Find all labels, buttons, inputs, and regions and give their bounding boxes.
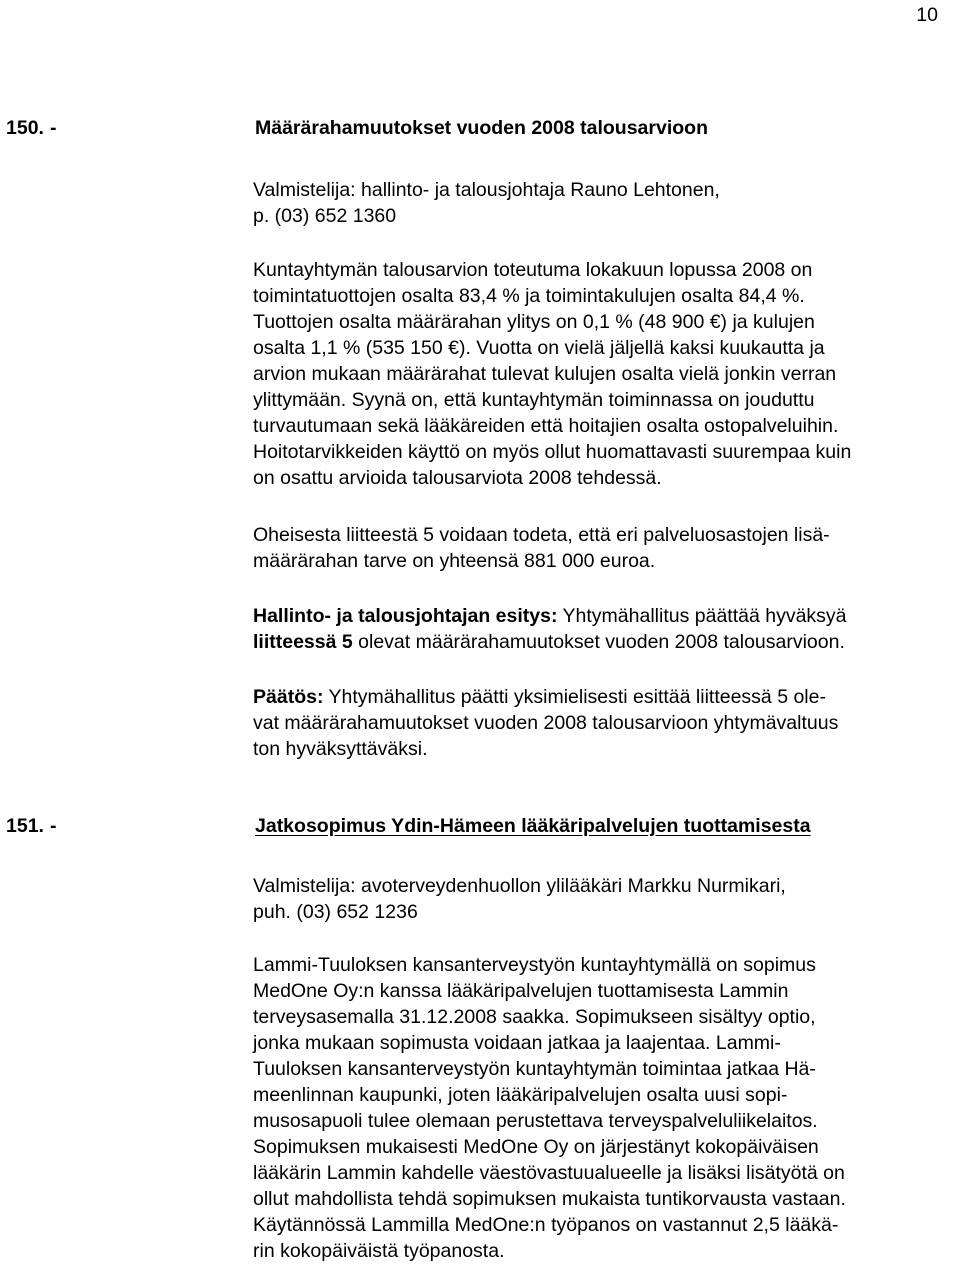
body-line: Kuntayhtymän talousarvion toteutuma lokakuun lopussa 2008 on — [253, 259, 813, 281]
preparer-line: Valmistelija: avoterveydenhuollon ylilääkäri Markku Nurmikari, — [253, 875, 786, 897]
body-line: Sopimuksen mukaisesti MedOne Oy on järjestänyt kokopäiväisen — [253, 1136, 819, 1158]
body-line: MedOne Oy:n kanssa lääkäripalvelujen tuottamisesta Lammin — [253, 980, 789, 1002]
item-number: 150. — [6, 117, 44, 139]
body-line: ollut mahdollista tehdä sopimuksen mukaista tuntikorvausta vastaan. — [253, 1188, 846, 1210]
body-line: Tuottojen osalta määrärahan ylitys on 0,1 % (48 900 €) ja kulujen — [253, 311, 815, 333]
decision-label: Päätös: — [253, 686, 324, 708]
body-line: on osattu arvioida talousarviota 2008 tehdessä. — [253, 467, 662, 489]
decision-line: ton hyväksyttäväksi. — [253, 738, 428, 760]
body-line: jonka mukaan sopimusta voidaan jatkaa ja laajentaa. Lammi- — [253, 1032, 781, 1054]
item-title: Määrärahamuutokset vuoden 2008 talousarvioon — [255, 117, 708, 139]
proposal-text: olevat määrärahamuutokset vuoden 2008 talousarvioon. — [352, 631, 845, 653]
body-line: musosapuoli tulee olemaan perustettava terveyspalveluliikelaitos. — [253, 1110, 818, 1132]
proposal-attachment-ref: liitteessä 5 — [253, 631, 353, 653]
body-line: lääkärin Lammin kahdelle väestövastuualueelle ja lisäksi lisätyötä on — [253, 1162, 845, 1184]
body-line: Tuuloksen kansanterveystyön kuntayhtymän toimintaa jatkaa Hä- — [253, 1058, 816, 1080]
decision-text: Yhtymähallitus päätti yksimielisesti esittää liitteessä 5 ole- — [323, 686, 826, 708]
item-number: 151. — [6, 815, 44, 837]
proposal-line — [253, 629, 845, 655]
bullet-dash: - — [50, 815, 57, 837]
attachment-line: Oheisesta liitteestä 5 voidaan todeta, että eri palveluosastojen lisä- — [253, 524, 830, 546]
body-line: ylittymään. Syynä on, että kuntayhtymän toiminnassa on jouduttu — [253, 389, 815, 411]
proposal-label: Hallinto- ja talousjohtajan esitys: — [253, 605, 558, 627]
decision-line: vat määrärahamuutokset vuoden 2008 talousarvioon yhtymävaltuus — [253, 712, 839, 734]
body-line: toimintatuottojen osalta 83,4 % ja toimintakulujen osalta 84,4 %. — [253, 285, 805, 307]
proposal-line — [253, 603, 847, 629]
attachment-line: määrärahan tarve on yhteensä 881 000 euroa. — [253, 550, 656, 572]
item-150-heading — [0, 117, 960, 143]
body-line: terveysasemalla 31.12.2008 saakka. Sopimukseen sisältyy optio, — [253, 1006, 816, 1028]
item-151-heading — [0, 815, 960, 841]
body-line: meenlinnan kaupunki, joten lääkäripalvelujen osalta uusi sopi- — [253, 1084, 788, 1106]
body-line: Käytännössä Lammilla MedOne:n työpanos on vastannut 2,5 lääkä- — [253, 1214, 839, 1236]
bullet-dash: - — [50, 117, 57, 139]
preparer-line: p. (03) 652 1360 — [253, 205, 397, 227]
proposal-text: Yhtymähallitus päättää hyväksyä — [557, 605, 847, 627]
body-line: turvautumaan sekä lääkäreiden että hoitajien osalta ostopalveluihin. — [253, 415, 839, 437]
body-line: Hoitotarvikkeiden käyttö on myös ollut huomattavasti suurempaa kuin — [253, 441, 852, 463]
item-title: Jatkosopimus Ydin-Hämeen lääkäripalvelujen tuottamisesta — [255, 815, 811, 837]
preparer-line: Valmistelija: hallinto- ja talousjohtaja Rauno Lehtonen, — [253, 179, 720, 201]
decision-line — [253, 684, 826, 710]
body-line: arvion mukaan määrärahat tulevat kulujen osalta vielä jonkin verran — [253, 363, 837, 385]
preparer-line: puh. (03) 652 1236 — [253, 901, 418, 923]
body-line: Lammi-Tuuloksen kansanterveystyön kuntayhtymällä on sopimus — [253, 954, 816, 976]
page-number: 10 — [916, 4, 938, 26]
body-line: osalta 1,1 % (535 150 €). Vuotta on vielä jäljellä kaksi kuukautta ja — [253, 337, 825, 359]
body-line: rin kokopäiväistä työpanosta. — [253, 1240, 505, 1262]
